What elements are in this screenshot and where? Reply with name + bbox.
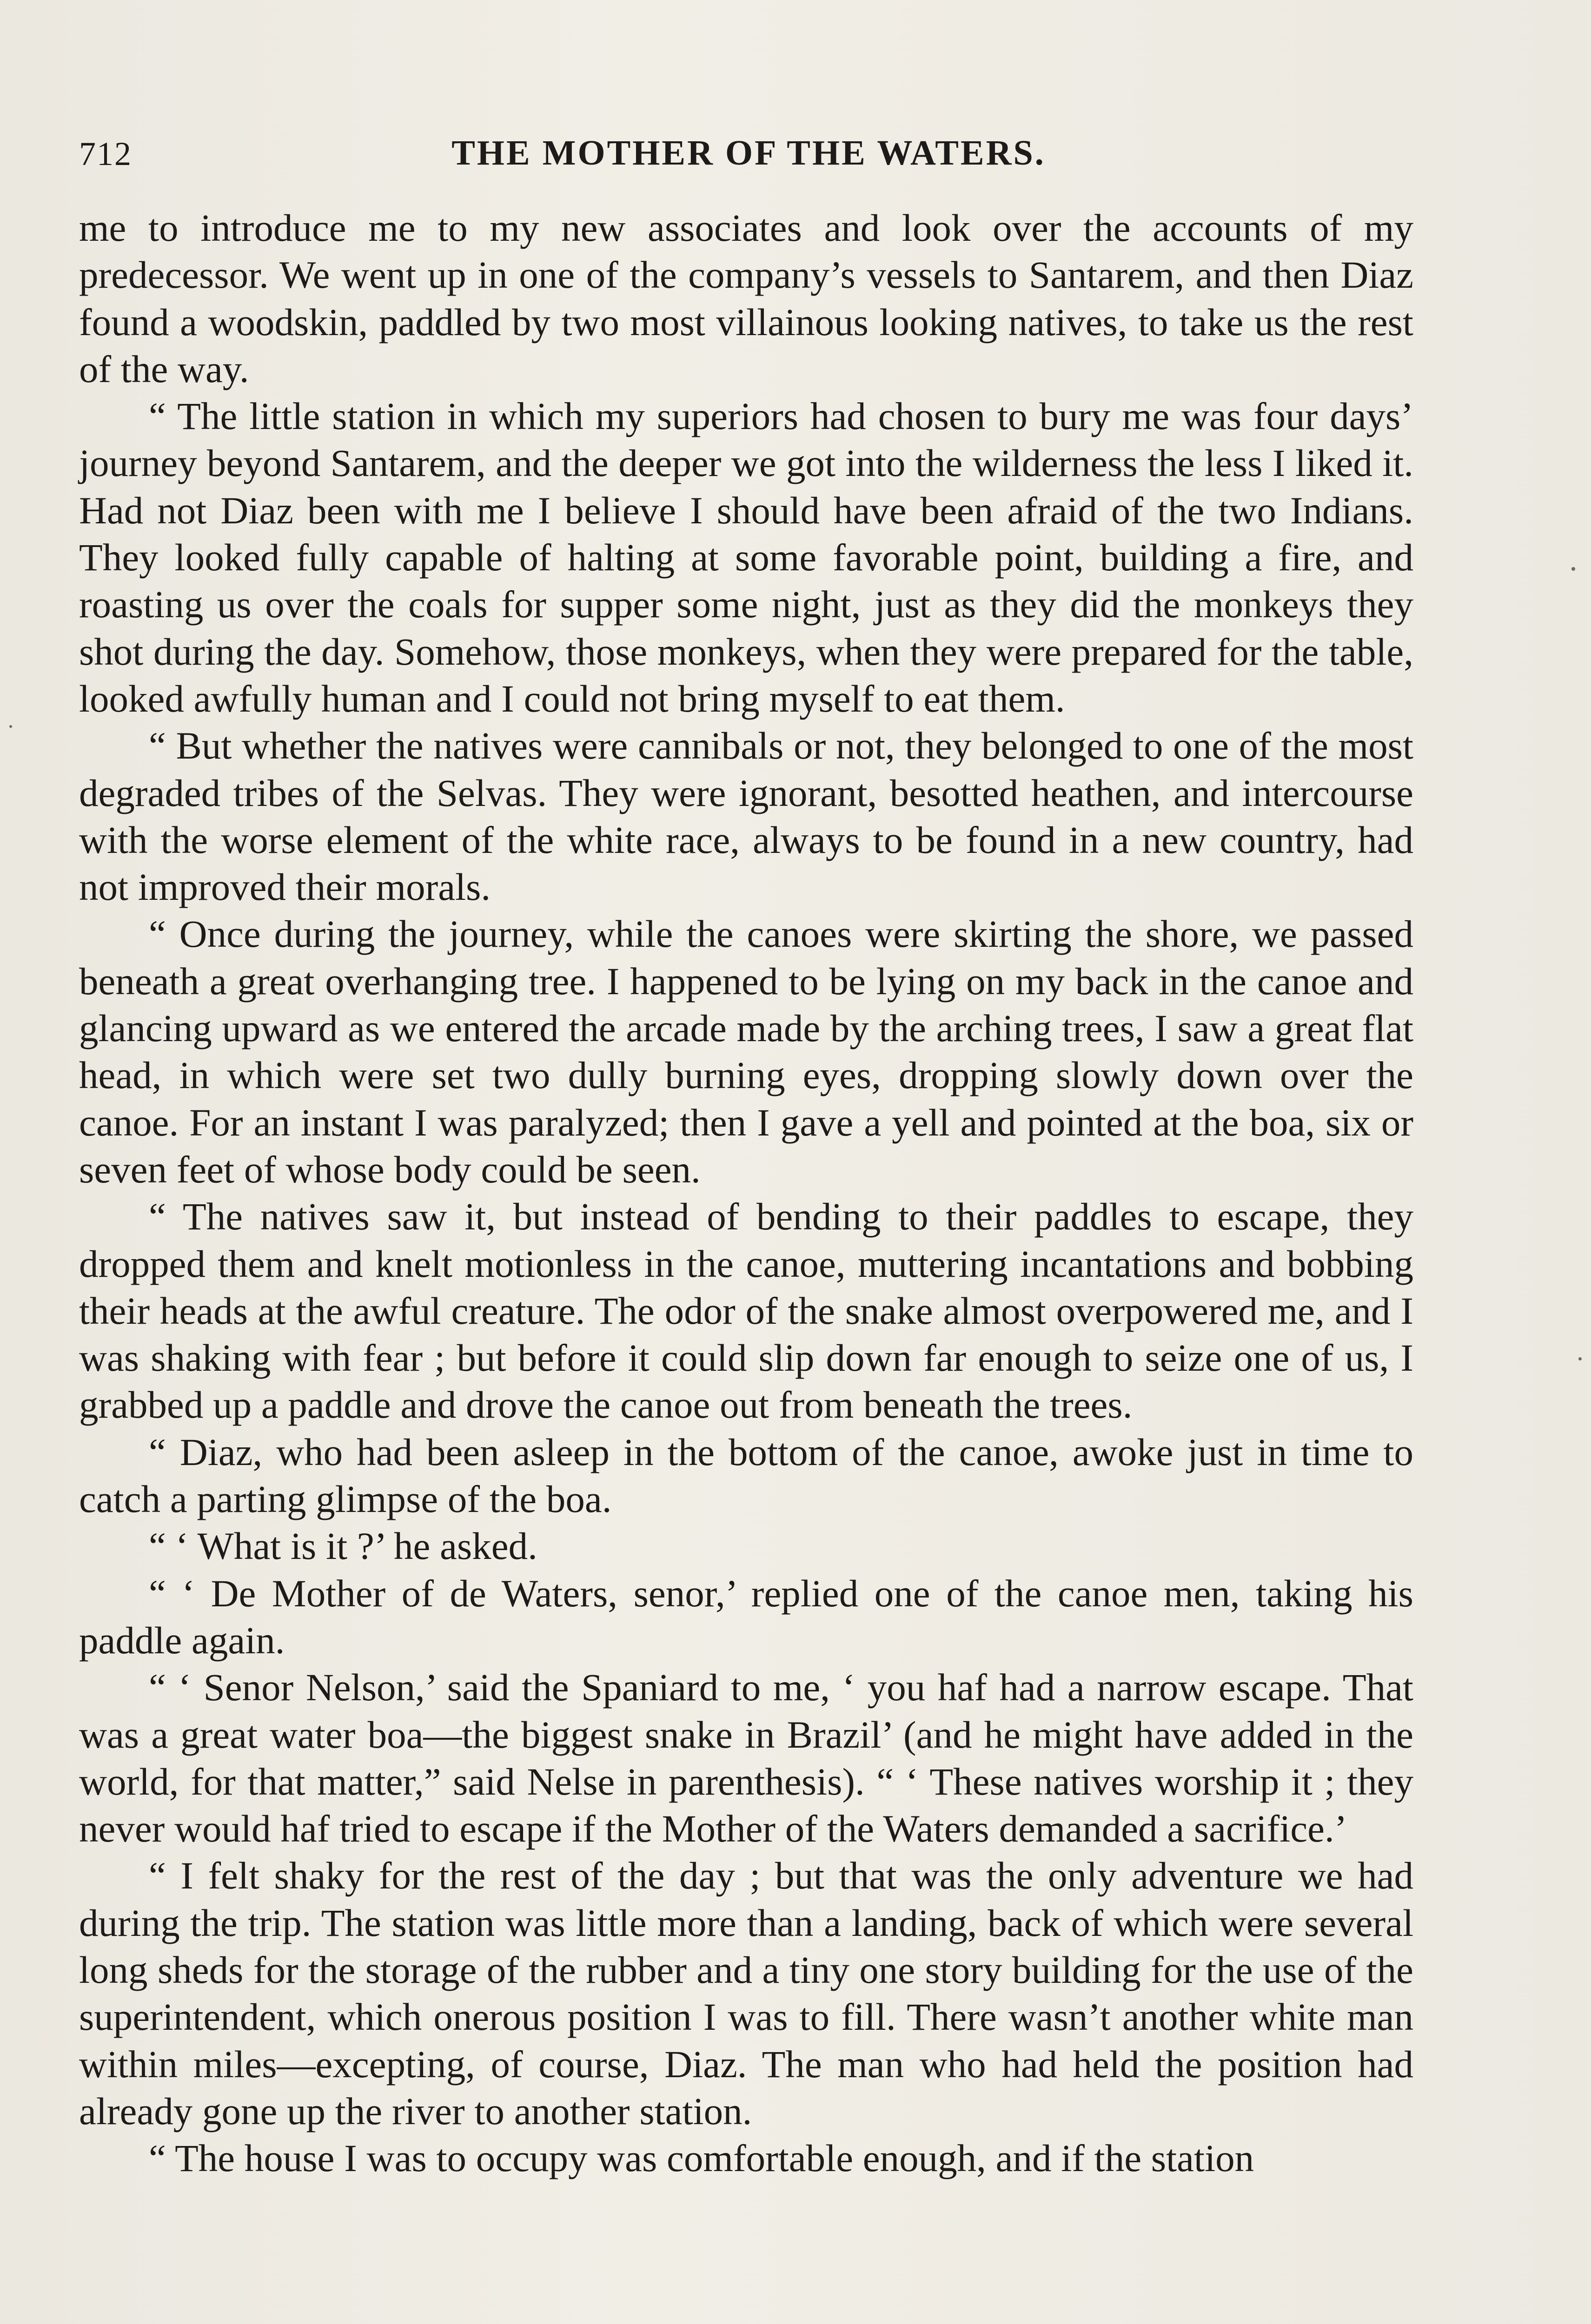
page-header [79,125,1418,177]
body-text [79,205,1413,2182]
paragraph: “ But whether the natives were cannibals or not, they belonged to one of the most degraded tribes of the Selvas. They were ignorant, besotted heathen, and intercourse with the worse element of the white race, always to be found in a new country, had not improved their morals. [79,724,1413,909]
paragraph: “ ‘ De Mother of de Waters, senor,’ replied one of the canoe men, taking his paddle again. [79,1571,1413,1662]
running-title: THE MOTHER OF THE WATERS. [451,133,1046,172]
paragraph: “ The house I was to occupy was comfortable enough, and if the station [149,2137,1254,2180]
page-number: 712 [79,135,132,172]
paragraph: “ The natives saw it, but instead of bending to their paddles to escape, they dropped them and knelt motionless in the canoe, muttering incantations and bobbing their heads at the awful creature. The odor of the snake almost overpowered me, and I was shaking with fear ; but before it could slip down far enough to seize one of us, I grabbed up a paddle and drove the canoe out from beneath the trees. [79,1195,1413,1426]
paragraph: me to introduce me to my new associates and look over the accounts of my predecessor. We went up in one of the company’s vessels to Santarem, and then Diaz found a woodskin, paddled by two most villainous looking natives, to take us the rest of the way. [79,206,1413,390]
paragraph: “ Diaz, who had been asleep in the bottom of the canoe, awoke just in time to catch a parting glimpse of the boa. [79,1430,1413,1521]
paragraph: “ ‘ What is it ?’ he asked. [149,1525,537,1568]
print-speck [1571,567,1575,571]
print-speck [1578,1357,1582,1360]
paragraph: “ I felt shaky for the rest of the day ; but that was the only adventure we had during the trip. The station was little more than a landing, back of which were several long sheds for the storage of the rubber and a tiny one story building for the use of the superintendent, which onerous position I was to fill. There wasn’t another white man within miles—excepting, of course, Diaz. The man who had held the position had already gone up the river to another station. [79,1854,1413,2133]
paragraph: “ Once during the journey, while the canoes were skirting the shore, we passed beneath a great overhanging tree. I happened to be lying on my back in the canoe and glancing upward as we entered the arcade made by the arching trees, I saw a great flat head, in which were set two dully burning eyes, dropping slowly down over the canoe. For an instant I was paralyzed; then I gave a yell and pointed at the boa, six or seven feet of whose body could be seen. [79,912,1413,1191]
paragraph: “ ‘ Senor Nelson,’ said the Spaniard to me, ‘ you haf had a narrow escape. That was a great water boa—the biggest snake in Brazil’ (and he might have added in the world, for that matter,” said Nelse in parenthesis). “ ‘ These natives worship it ; they never would haf tried to escape if the Mother of the Waters demanded a sacrifice.’ [79,1666,1413,1850]
paragraph: “ The little station in which my superiors had chosen to bury me was four days’ journey beyond Santarem, and the deeper we got into the wilderness the less I liked it. Had not Diaz been with me I believe I should have been afraid of the two Indians. They looked fully capable of halting at some favorable point, building a fire, and roasting us over the coals for supper some night, just as they did the monkeys they shot during the day. Somehow, those monkeys, when they were prepared for the table, looked awfully human and I could not bring myself to eat them. [79,395,1413,720]
print-speck [9,725,12,728]
